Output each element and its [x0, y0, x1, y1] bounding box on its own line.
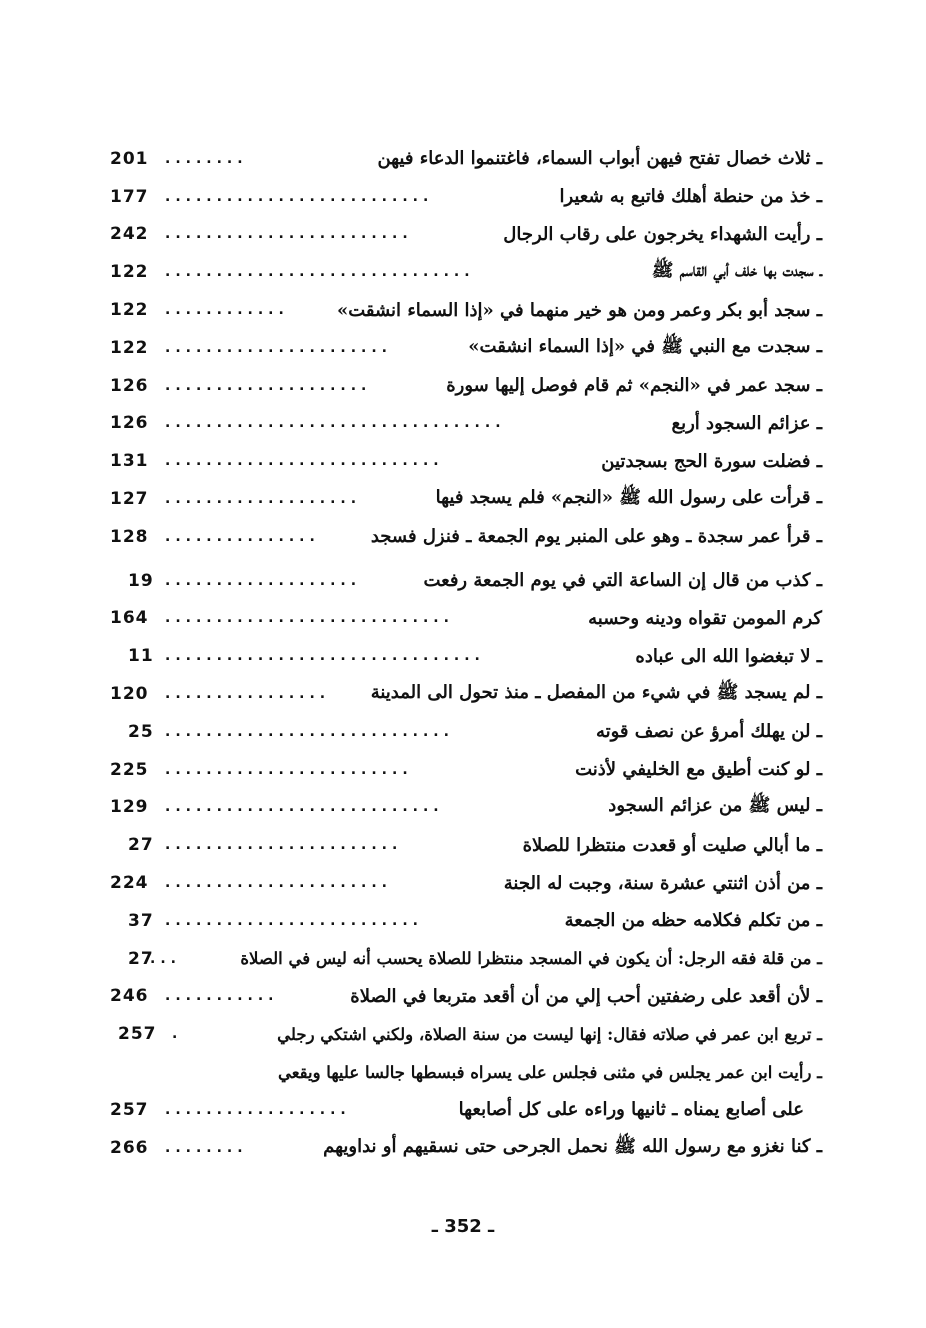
leader-dots: ...........................	[165, 799, 444, 816]
index-entry	[110, 675, 822, 713]
index-entry	[110, 902, 822, 940]
leader-dots: ...............	[165, 528, 320, 545]
leader-dots: .........................	[165, 912, 423, 929]
entry-page-number: 120	[110, 684, 149, 705]
leader-dots: ..............................	[165, 264, 475, 281]
entry-text: ـ رأيت ابن عمر يجلس في مثنى فجلس على يسراه فبسطها جالسا عليها ويقعي	[277, 1062, 822, 1082]
entry-page-number: 126	[110, 375, 149, 396]
entry-text: ـ لو كنت أطيق مع الخليفي لأذنت	[575, 759, 822, 781]
page-number: ـ 352 ـ	[431, 1216, 495, 1237]
index-entry	[110, 367, 822, 405]
entry-page-number: 257	[110, 1099, 149, 1120]
leader-dots: ...................	[165, 572, 362, 589]
entry-page-number: 11	[128, 646, 154, 667]
entry-text: ـ من أذن اثنتي عشرة سنة، وجبت له الجنة	[503, 872, 822, 894]
index-entry	[110, 1015, 822, 1053]
entry-page-number: 122	[110, 300, 149, 321]
entry-text: ـ ليس ﷺ من عزائم السجود	[608, 795, 822, 817]
leader-dots: ...........	[165, 988, 279, 1005]
index-entry	[110, 600, 822, 638]
leader-dots: ........................	[165, 226, 413, 243]
entry-page-number: 122	[110, 262, 149, 283]
entry-page-number: 129	[110, 797, 149, 818]
leader-dots: ...........................	[165, 453, 444, 470]
leader-dots: .	[172, 1026, 183, 1043]
entry-page-number: 37	[128, 910, 154, 931]
entry-page-number: 122	[110, 337, 149, 358]
leader-dots: .......................	[165, 837, 403, 854]
entry-page-number: 224	[110, 873, 149, 894]
entry-page-number: 127	[110, 489, 149, 510]
index-entry	[110, 713, 822, 751]
index-entry	[110, 291, 822, 329]
entry-text: ـ سجدت بها خلف أبي القاسم ﷺ	[651, 260, 822, 282]
entry-page-number: 246	[110, 986, 149, 1007]
index-entry	[110, 518, 822, 556]
leader-dots: .................................	[165, 415, 506, 432]
leader-dots: ................	[165, 686, 331, 703]
entry-text: ـ لأن أقعد على رضفتين أحب إلي من أن أقعد متربعا في الصلاة	[350, 985, 822, 1007]
index-entry	[110, 329, 822, 367]
index-entry	[110, 140, 822, 178]
leader-dots: ........	[165, 1139, 248, 1156]
entry-page-number: 126	[110, 413, 149, 434]
entry-text: ـ كذب من قال إن الساعة التي في يوم الجمعة رفعت	[423, 570, 822, 592]
entry-page-number: 25	[128, 721, 154, 742]
entry-page-number: 128	[110, 526, 149, 547]
entry-text: ـ سجد عمر في «النجم» ثم قام فوصل إليها سورة	[446, 375, 822, 397]
hadith-index-list	[110, 140, 822, 1167]
leader-dots: ............................	[165, 610, 454, 627]
entry-text: ـ لا تبغضوا الله الى عباده	[635, 645, 822, 667]
entry-text: ـ كنا نغزو مع رسول الله ﷺ نحمل الجرحى حتى نسقيهم أو نداويهم	[323, 1135, 822, 1157]
leader-dots: ....................	[165, 377, 372, 394]
index-entry	[110, 562, 822, 600]
leader-dots: ......................	[165, 339, 393, 356]
entry-text: ـ سجد أبو بكر وعمر ومن هو خير منهما في «إذا السماء انشقت»	[336, 299, 822, 321]
entry-page-number: 27	[128, 835, 154, 856]
entry-page-number: 257	[118, 1024, 157, 1045]
entry-page-number: 266	[110, 1137, 149, 1158]
leader-dots: ......................	[165, 875, 393, 892]
leader-dots: ........	[165, 150, 248, 167]
entry-text: ـ سجدت مع النبي ﷺ في «إذا السماء انشقت»	[468, 335, 822, 357]
leader-dots: ...................	[165, 491, 362, 508]
leader-dots: ............................	[165, 723, 454, 740]
entry-page-number: 19	[128, 570, 154, 591]
entry-text: ـ لن يهلك أمرؤ عن نصف قوته	[595, 721, 822, 743]
entry-text: ـ تربع ابن عمر في صلاته فقال: إنها ليست من سنة الصلاة، ولكني اشتكي رجلي	[277, 1024, 822, 1044]
index-entry	[110, 1091, 822, 1129]
leader-dots: ...............................	[165, 648, 485, 665]
index-entry	[110, 826, 822, 864]
leader-dots: ............	[165, 302, 289, 319]
leader-dots: ..........................	[165, 188, 434, 205]
index-entry	[110, 216, 822, 254]
index-entry	[110, 480, 822, 518]
entry-text: ـ ما أبالي صليت أو قعدت منتظرا للصلاة	[522, 834, 822, 856]
index-entry	[110, 940, 822, 978]
index-entry	[110, 405, 822, 443]
entry-page-number: 131	[110, 451, 149, 472]
leader-dots: ...	[150, 950, 181, 967]
index-entry	[110, 178, 822, 216]
entry-text: ـ فضلت سورة الحج بسجدتين	[601, 450, 822, 472]
entry-text: ـ قرأ عمر سجدة ـ وهو على المنبر يوم الجمعة ـ فنزل فسجد	[370, 526, 822, 548]
entry-text: كرم المومن تقواه ودينه وحسبه	[588, 607, 822, 629]
entry-page-number: 177	[110, 186, 149, 207]
entry-text: ـ من قلة فقه الرجل: أن يكون في المسجد منتظرا للصلاة يحسب أنه ليس في الصلاة	[240, 949, 822, 969]
index-entry	[110, 864, 822, 902]
entry-page-number: 27	[128, 948, 154, 969]
index-entry	[110, 789, 822, 827]
index-entry	[110, 751, 822, 789]
entry-text: ـ رأيت الشهداء يخرجون على رقاب الرجال	[503, 223, 822, 245]
leader-dots: ..................	[165, 1101, 351, 1118]
entry-page-number: 225	[110, 759, 149, 780]
entry-text: ـ من تكلم فكلامه حظه من الجمعة	[564, 910, 822, 932]
index-entry	[110, 978, 822, 1016]
entry-text: على أصابع يمناه ـ ثانيها وراءه على كل أصابعها	[458, 1099, 804, 1121]
index-entry	[110, 1129, 822, 1167]
index-entry	[110, 253, 822, 291]
entry-text: ـ قرأت على رسول الله ﷺ «النجم» فلم يسجد فيها	[435, 487, 822, 509]
leader-dots: ........................	[165, 761, 413, 778]
index-entry	[110, 637, 822, 675]
entry-page-number: 201	[110, 148, 149, 169]
entry-page-number: 164	[110, 608, 149, 629]
index-entry	[110, 1053, 822, 1091]
index-entry	[110, 442, 822, 480]
entry-text: ـ ثلاث خصال تفتح فيهن أبواب السماء، فاغتنموا الدعاء فيهن	[377, 148, 822, 170]
entry-page-number: 242	[110, 224, 149, 245]
entry-text: ـ عزائم السجود أربع	[671, 412, 822, 434]
entry-text: ـ لم يسجد ﷺ في شيء من المفصل ـ منذ تحول الى المدينة	[370, 682, 822, 704]
entry-text: ـ خذ من حنطة أهلك فاتبع به شعيرا	[559, 186, 822, 208]
